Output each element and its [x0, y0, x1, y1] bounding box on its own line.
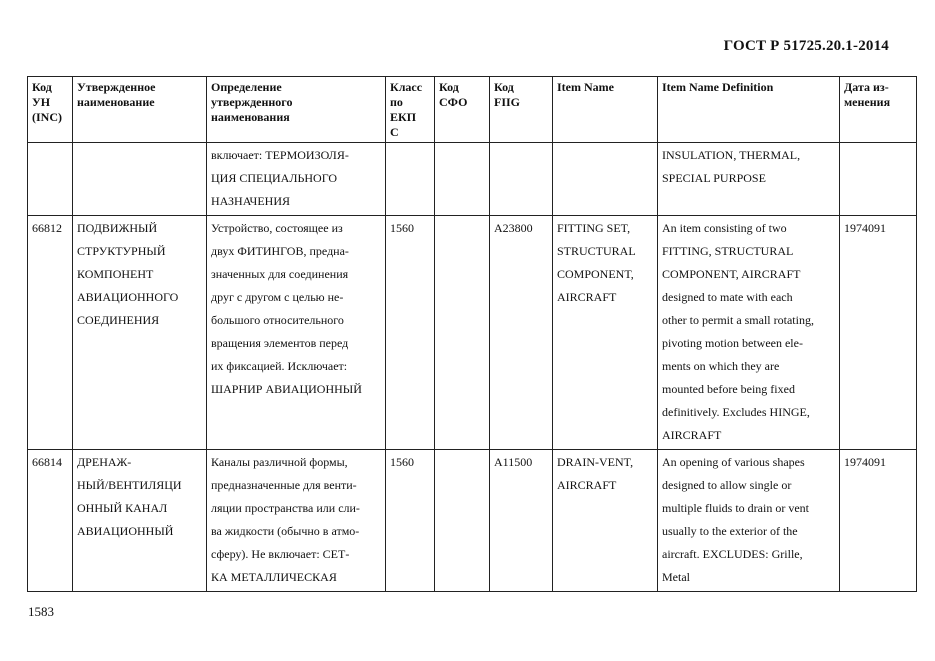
col-header-class	[386, 77, 435, 143]
cell-text-line: СТРУКТУРНЫЙ	[77, 244, 166, 258]
header-line: СФО	[439, 95, 468, 109]
header-line: менения	[844, 95, 891, 109]
header-line: С	[390, 125, 399, 139]
fiig-cell	[490, 143, 553, 216]
header-line: Item Name	[557, 80, 614, 94]
class-cell: 1560	[386, 216, 435, 450]
sfo-cell	[435, 143, 490, 216]
cell-text-line: ОННЫЙ КАНАЛ	[77, 501, 168, 515]
cell-text-line: двух ФИТИНГОВ, предна-	[211, 244, 349, 258]
header-line: Дата из-	[844, 80, 889, 94]
cell-text-line: АВИАЦИОННЫЙ	[77, 524, 174, 538]
class-cell	[386, 143, 435, 216]
fiig-cell: A23800	[490, 216, 553, 450]
cell-text-line: НАЗНАЧЕНИЯ	[211, 194, 291, 208]
cell-text-line: AIRCRAFT	[662, 428, 722, 442]
header-line: УН	[32, 95, 51, 109]
cell-text-line: DRAIN-VENT,	[557, 455, 634, 469]
cell-text-line: AIRCRAFT	[557, 290, 617, 304]
header-line: Код	[32, 80, 52, 94]
cell-text-line: ЦИЯ СПЕЦИАЛЬНОГО	[211, 171, 337, 185]
item-definition-cell	[658, 450, 840, 592]
definition-cell	[207, 216, 386, 450]
class-cell: 1560	[386, 450, 435, 592]
cell-text-line: ляции пространства или сли-	[211, 501, 360, 515]
page-number: 1583	[28, 604, 54, 619]
cell-text-line: ПОДВИЖНЫЙ	[77, 221, 158, 235]
cell-text-line: usually to the exterior of the	[662, 524, 798, 538]
cell-text-line: включает: ТЕРМОИЗОЛЯ-	[211, 148, 349, 162]
col-header-fiig	[490, 77, 553, 143]
cell-text-line: other to permit a small rotating,	[662, 313, 814, 327]
item-definition-cell	[658, 143, 840, 216]
cell-text-line: INSULATION, THERMAL,	[662, 148, 801, 162]
document-title: ГОСТ Р 51725.20.1-2014	[723, 38, 889, 54]
cell-text-line: сферу). Не включает: СЕТ-	[211, 547, 350, 561]
sfo-cell	[435, 450, 490, 592]
approved-name-cell	[73, 450, 207, 592]
col-header-sfo	[435, 77, 490, 143]
inc-cell: 66814	[28, 450, 73, 592]
catalog-table	[27, 76, 917, 592]
sfo-cell	[435, 216, 490, 450]
header-line: (INC)	[32, 110, 62, 124]
header-line: Item Name Definition	[662, 80, 774, 94]
fiig-cell: A11500	[490, 450, 553, 592]
cell-text-line: AIRCRAFT	[557, 478, 617, 492]
definition-cell	[207, 450, 386, 592]
cell-text-line: предназначенные для венти-	[211, 478, 357, 492]
change-date-cell	[840, 143, 917, 216]
cell-text-line: designed to mate with each	[662, 290, 793, 304]
item-name-cell	[553, 216, 658, 450]
header-line: наименование	[77, 95, 155, 109]
cell-text-line: значенных для соединения	[211, 267, 349, 281]
inc-cell	[28, 143, 73, 216]
col-header-item-name	[553, 77, 658, 143]
header-line: Класс	[390, 80, 423, 94]
cell-text-line: вращения элементов перед	[211, 336, 349, 350]
inc-cell: 66812	[28, 216, 73, 450]
cell-text-line: их фиксацией. Исключает:	[211, 359, 348, 373]
col-header-change-date	[840, 77, 917, 143]
cell-text-line: definitively. Excludes HINGE,	[662, 405, 810, 419]
col-header-item-definition	[658, 77, 840, 143]
cell-text-line: НЫЙ/ВЕНТИЛЯЦИ	[77, 478, 182, 492]
cell-text-line: COMPONENT,	[557, 267, 634, 281]
header-line: ЕКП	[390, 110, 417, 124]
header-line: наименования	[211, 110, 290, 124]
cell-text-line: СОЕДИНЕНИЯ	[77, 313, 160, 327]
cell-text-line: FITTING, STRUCTURAL	[662, 244, 794, 258]
header-line: Код	[494, 80, 514, 94]
item-name-cell	[553, 143, 658, 216]
cell-text-line: SPECIAL PURPOSE	[662, 171, 766, 185]
header-line: FIIG	[494, 95, 521, 109]
cell-text-line: An item consisting of two	[662, 221, 787, 235]
item-definition-cell	[658, 216, 840, 450]
cell-text-line: КА МЕТАЛЛИЧЕСКАЯ	[211, 570, 337, 584]
cell-text-line: АВИАЦИОННОГО	[77, 290, 179, 304]
cell-text-line: STRUCTURAL	[557, 244, 636, 258]
header-line: утвержденного	[211, 95, 293, 109]
table-row	[28, 143, 917, 216]
col-header-approved-name	[73, 77, 207, 143]
cell-text-line: An opening of various shapes	[662, 455, 805, 469]
header-line: Определение	[211, 80, 282, 94]
col-header-definition	[207, 77, 386, 143]
cell-text-line: Каналы различной формы,	[211, 455, 348, 469]
cell-text-line: COMPONENT, AIRCRAFT	[662, 267, 801, 281]
table-row	[28, 450, 917, 592]
definition-cell	[207, 143, 386, 216]
change-date-cell: 1974091	[840, 450, 917, 592]
cell-text-line: Устройство, состоящее из	[211, 221, 343, 235]
cell-text-line: aircraft. EXCLUDES: Grille,	[662, 547, 803, 561]
cell-text-line: большого относительного	[211, 313, 344, 327]
col-header-inc	[28, 77, 73, 143]
cell-text-line: ДРЕНАЖ-	[77, 455, 132, 469]
header-line: по	[390, 95, 403, 109]
cell-text-line: Metal	[662, 570, 690, 584]
change-date-cell: 1974091	[840, 216, 917, 450]
cell-text-line: mounted before being fixed	[662, 382, 795, 396]
cell-text-line: КОМПОНЕНТ	[77, 267, 154, 281]
header-line: Код	[439, 80, 459, 94]
cell-text-line: ments on which they are	[662, 359, 780, 373]
cell-text-line: designed to allow single or	[662, 478, 792, 492]
approved-name-cell	[73, 216, 207, 450]
cell-text-line: ва жидкости (обычно в атмо-	[211, 524, 360, 538]
cell-text-line: FITTING SET,	[557, 221, 631, 235]
header-line: Утвержденное	[77, 80, 156, 94]
cell-text-line: друг с другом с целью не-	[211, 290, 344, 304]
header-row	[28, 77, 917, 143]
item-name-cell	[553, 450, 658, 592]
cell-text-line: multiple fluids to drain or vent	[662, 501, 809, 515]
cell-text-line: pivoting motion between ele-	[662, 336, 803, 350]
table-row	[28, 216, 917, 450]
approved-name-cell	[73, 143, 207, 216]
cell-text-line: ШАРНИР АВИАЦИОННЫЙ	[211, 382, 362, 396]
